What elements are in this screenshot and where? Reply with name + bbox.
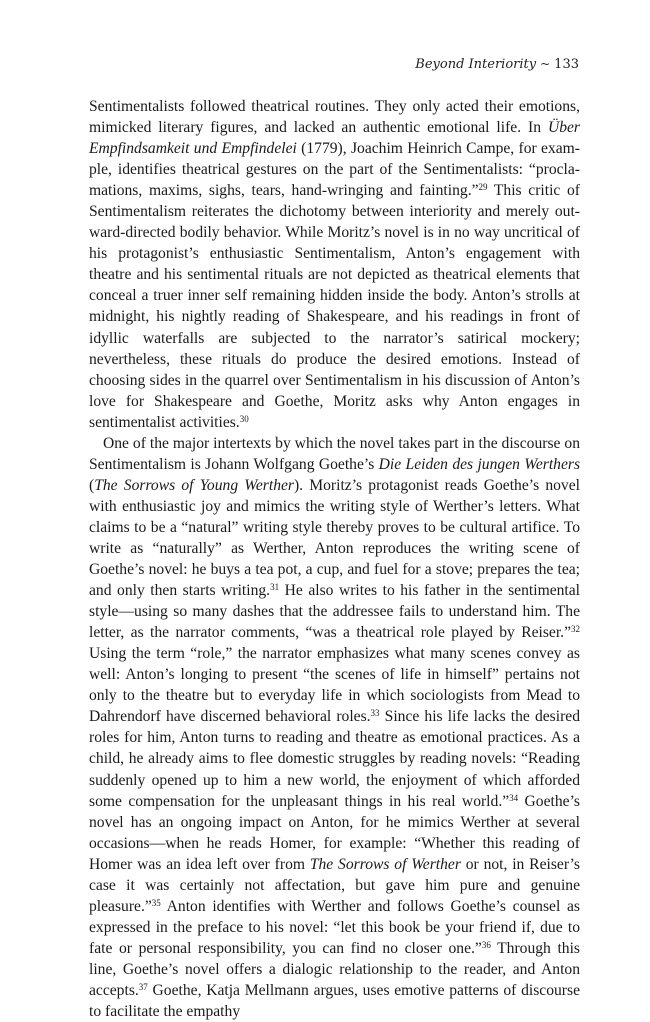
text-run: Goethe, Katja Mellmann argues, uses emotive patterns of discourse to facilitate the empathy [89,981,580,1021]
text-run: Using the term “role,” the narrator emphasizes what many scenes convey as well: Anton’s longing to present “the scenes of life in himself” pertains not only to the theatre but to everyday life in which sociologists from Mead to Dahrendorf have discerned behavioral roles. [89,645,580,726]
footnote-ref: 36 [481,939,491,950]
text-run: or not, in Reiser’s case it was certainly not affectation, but gave him pure and genuine pleasure.” [89,855,580,915]
running-head [415,57,579,72]
footnote-ref: 35 [151,897,161,908]
footnote-ref: 37 [138,981,148,992]
footnote-ref: 29 [478,182,488,193]
ornament-icon: ~ [540,57,551,71]
paragraph [89,433,580,1022]
italic-title: Die Leiden des jungen Werthers [378,455,581,473]
italic-title: The Sorrows of Young Werther [94,476,294,494]
text-run: Sentimentalists followed theatrical routines. They only acted their emotions, mimicked literary figures, and lacked an authentic emotional life. In [89,98,580,137]
text-run: Since his life lacks the desired roles for him, Anton turns to reading and theatre as emotional practices. As a child, he already aims to flee domestic struggles by reading novels: “Reading suddenly opened up to him a new world, the enjoyment of which afforded some compensation for the unpleasant things in his real world.” [89,708,580,810]
italic-title: The Sorrows of Werther [309,855,461,873]
text-run: Anton identifies with Werther and follows Goethe’s counsel as expressed in the preface to his novel: “let this book be your friend if, due to fate or personal responsibility, you can find no closer one.” [89,897,580,957]
text-run: Goethe’s novel has an ongoing impact on Anton, for he mimics Werther at several occasions—when he reads Homer, for example: “Whether this reading of Homer was an idea left over from [89,792,580,873]
text-run: This critic of Sentimentalism reiterates the dichotomy between interiority and merely outward-directed bodily behavior. While Moritz’s novel is in no way uncritical of his protagonist’s enthusiastic Sentimentalism, Anton’s engagement with theatre and his sentimental rituals are not depicted as theatrical elements that conceal a truer inner self remaining hidden inside the body. Anton’s strolls at midnight, his nightly reading of Shakespeare, and his readings in front of idyllic waterfalls are subjected to the narrator’s satirical mockery; nevertheless, these rituals do produce the desired emotions. Instead of choosing sides in the quarrel over Sentimentalism in his discussion of Anton’s love for Shakespeare and Goethe, Moritz asks why Anton engages in sentimentalist activities. [89,182,580,431]
footnote-ref: 33 [370,708,380,719]
text-run: He also writes to his father in the sentimental style—using so many dashes that the addressee fails to understand him. The letter, as the narrator comments, “was a theatrical role played by Reiser.” [89,582,581,642]
body-text [89,96,580,1022]
text-run: Through this line, Goethe’s novel offers a dialogic relationship to the reader, and Anton accepts. [89,939,580,999]
text-run: ). Moritz’s protagonist reads Goethe’s novel with enthusiastic joy and mimics the writing style of Werther’s letters. What claims to be a “natural” writing style thereby proves to be cultural artifice. To write as “naturally” as Werther, Anton reproduces the writing scene of Goethe’s novel: he buys a tea pot, a cup, and fuel for a stove; prepares the tea; and only then starts writing. [89,476,580,600]
paragraph [89,96,580,433]
footnote-ref: 30 [239,413,249,424]
footnote-ref: 34 [509,792,519,803]
text-run: One of the major intertexts by which the novel takes part in the discourse on Sentimentalism is Johann Wolfgang Goethe’s [89,434,580,473]
footnote-ref: 31 [270,582,280,593]
italic-title: Über Empfindsamkeit und Empfindelei [89,119,580,158]
page-number: 133 [554,57,579,72]
footnote-ref: 32 [571,624,580,635]
running-title: Beyond Interiority [415,57,537,72]
text-run: (1779), Joachim Heinrich Campe, for example, identifies theatrical gestures on the part of the Sentimentalists: “proclamations, maxims, sighs, tears, hand-wringing and fainting.” [89,140,580,200]
text-run: ( [89,476,95,494]
